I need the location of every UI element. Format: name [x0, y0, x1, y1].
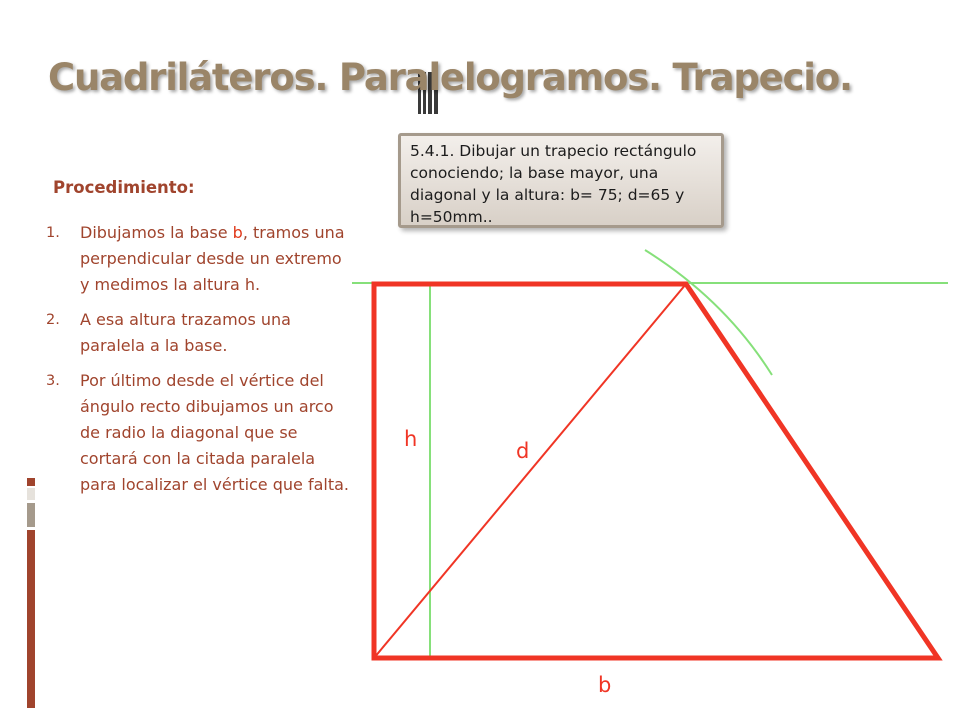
diagonal-line — [374, 284, 686, 658]
label-b: b — [598, 673, 612, 697]
slide-title: Cuadriláteros. Paralelogramos. Trapecio. — [48, 56, 852, 99]
variable-b: b — [232, 223, 243, 242]
step-text: Dibujamos la base — [80, 223, 233, 242]
procedure-heading: Procedimiento: — [53, 178, 195, 197]
step-number: 1. — [46, 225, 60, 241]
step-number: 3. — [46, 373, 60, 389]
label-d: d — [516, 439, 530, 463]
step-text: . — [255, 275, 261, 294]
exercise-callout: 5.4.1. Dibujar un trapecio rectángulo conociendo; la base mayor, una diagonal y la altura: b= 75; d=65 y h=50mm.. — [398, 133, 724, 228]
trapezoid-shape — [374, 284, 938, 658]
label-h: h — [404, 427, 418, 451]
step-text: Por último desde el vértice del ángulo recto dibujamos un arco de radio la diagonal que se cortará con la citada paralela para localizar el vértice que falta. — [80, 371, 350, 494]
step-text: , tramos una perpendicular desde un extremo y medimos la altura — [80, 223, 345, 294]
variable-h: h — [244, 275, 255, 294]
step-number: 2. — [46, 312, 60, 328]
arc-line — [645, 250, 772, 375]
step-text: A esa altura trazamos una paralela a la base. — [80, 310, 291, 355]
